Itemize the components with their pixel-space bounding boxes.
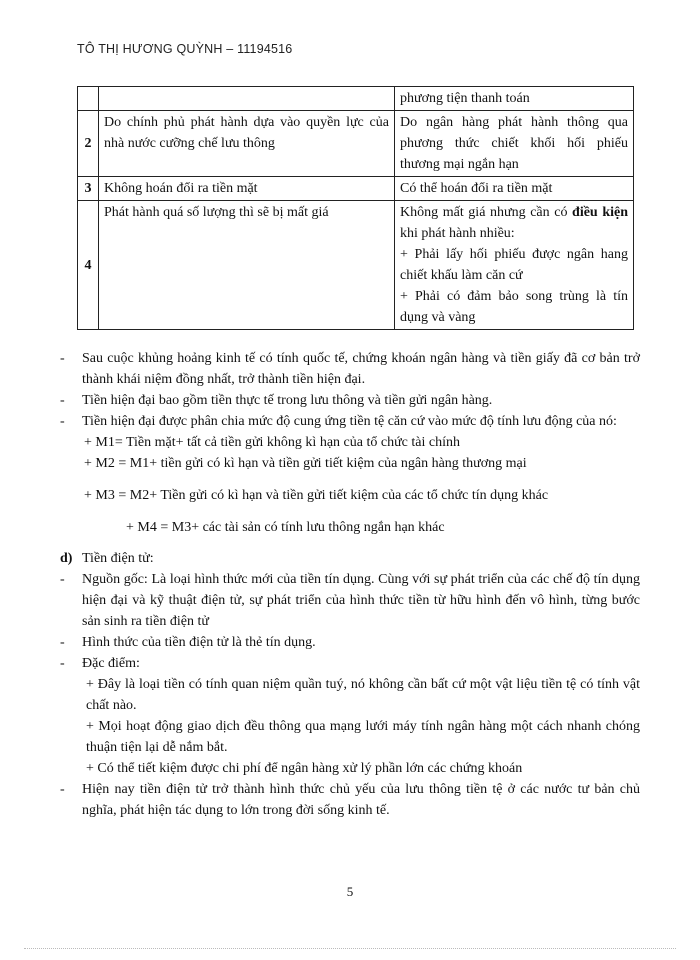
table-row [78, 111, 634, 177]
bullet-paragraph: - Nguồn gốc: Là loại hình thức mới của tiền tín dụng. Cùng với sự phát triển của các chế độ tín dụng hiện đại và kỹ thuật điện tử, sự phát triển của hình thức tiền từ hữu hình đến vô hình, từng bước sản sinh ra tiền điện tử [60, 569, 640, 632]
money-m3: + M3 = M2+ Tiền gửi có kì hạn và tiền gửi tiết kiệm của các tổ chức tín dụng khác [84, 488, 549, 503]
row-number: 3 [78, 177, 99, 201]
cell-right-line: + Phải lấy hối phiếu được ngân hang chiết khấu làm căn cứ [400, 247, 628, 283]
page-header-author: TÔ THỊ HƯƠNG QUỲNH – 11194516 [77, 42, 293, 56]
table-row [78, 177, 634, 201]
cell-left: Không hoán đổi ra tiền mặt [99, 177, 395, 201]
money-m1: + M1= Tiền mặt+ tất cả tiền gửi không kì hạn của tổ chức tài chính [84, 435, 460, 450]
section-title: Tiền điện tử: [82, 551, 154, 566]
body-text [60, 348, 640, 821]
cell-right: Có thể hoán đổi ra tiền mặt [395, 177, 634, 201]
section-heading [60, 548, 640, 569]
cell-left: Do chính phủ phát hành dựa vào quyền lực của nhà nước cưỡng chế lưu thông [99, 111, 395, 177]
page-number: 5 [346, 884, 354, 899]
table-row [78, 87, 634, 111]
bullet-paragraph: - Sau cuộc khủng hoảng kinh tế có tính quốc tế, chứng khoán ngân hàng và tiền giấy đã cơ bản trở thành khái niệm đồng nhất, trở thành tiền hiện đại. [60, 348, 640, 390]
cell-right: Do ngân hàng phát hành thông qua phương thức chiết khối hối phiếu thương mại ngắn hạn [395, 111, 634, 177]
bold-term: điều kiện [572, 205, 628, 220]
footer-divider [24, 948, 676, 949]
dash-bullet: - [60, 414, 65, 429]
bullet-paragraph: - Tiền hiện đại bao gồm tiền thực tế trong lưu thông và tiền gửi ngân hàng. [60, 390, 640, 411]
bullet-paragraph: - Hình thức của tiền điện tử là thẻ tín dụng. [60, 632, 640, 653]
cell-right-intro: Không mất giá nhưng cần có điều kiện khi phát hành nhiều: [400, 205, 628, 241]
feature-item: + Đây là loại tiền có tính quan niệm quần tuý, nó không cần bất cứ một vật liệu tiền tệ có tính vật chất nào. [86, 677, 640, 713]
money-m2: + M2 = M1+ tiền gửi có kì hạn và tiền gửi tiết kiệm của ngân hàng thương mại [84, 456, 527, 471]
comparison-table [77, 86, 634, 330]
cell-right: phương tiện thanh toán [395, 87, 634, 111]
cell-left [99, 87, 395, 111]
feature-item: + Mọi hoạt động giao dịch đều thông qua mạng lưới máy tính ngân hàng một cách nhanh chóng thuận tiện lại dễ nắm bắt. [86, 719, 640, 755]
money-m4: + M4 = M3+ các tài sản có tính lưu thông ngắn hạn khác [126, 520, 445, 535]
dash-bullet: - [60, 393, 65, 408]
row-number [78, 87, 99, 111]
dash-bullet: - [60, 572, 65, 587]
cell-right [395, 201, 634, 330]
cell-left: Phát hành quá số lượng thì sẽ bị mất giá [99, 201, 395, 330]
dash-bullet: - [60, 635, 65, 650]
row-number: 2 [78, 111, 99, 177]
dash-bullet: - [60, 782, 65, 797]
feature-item: + Có thể tiết kiệm được chi phí để ngân hàng xử lý phần lớn các chứng khoán [86, 761, 523, 776]
dash-bullet: - [60, 351, 65, 366]
row-number: 4 [78, 201, 99, 330]
section-label: d) [60, 551, 73, 566]
bullet-paragraph: - Hiện nay tiền điện tử trở thành hình thức chủ yếu của lưu thông tiền tệ ở các nước tư bản chủ nghĩa, phát hiện tác dụng to lớn trong đời sống kinh tế. [60, 779, 640, 821]
cell-right-line: + Phải có đảm bảo song trùng là tín dụng và vàng [400, 289, 628, 325]
table-row [78, 201, 634, 330]
dash-bullet: - [60, 656, 65, 671]
bullet-paragraph: - Tiền hiện đại được phân chia mức độ cung ứng tiền tệ căn cứ vào mức độ tính lưu động của nó: [60, 411, 640, 432]
bullet-paragraph: - Đặc điểm: [60, 653, 640, 674]
